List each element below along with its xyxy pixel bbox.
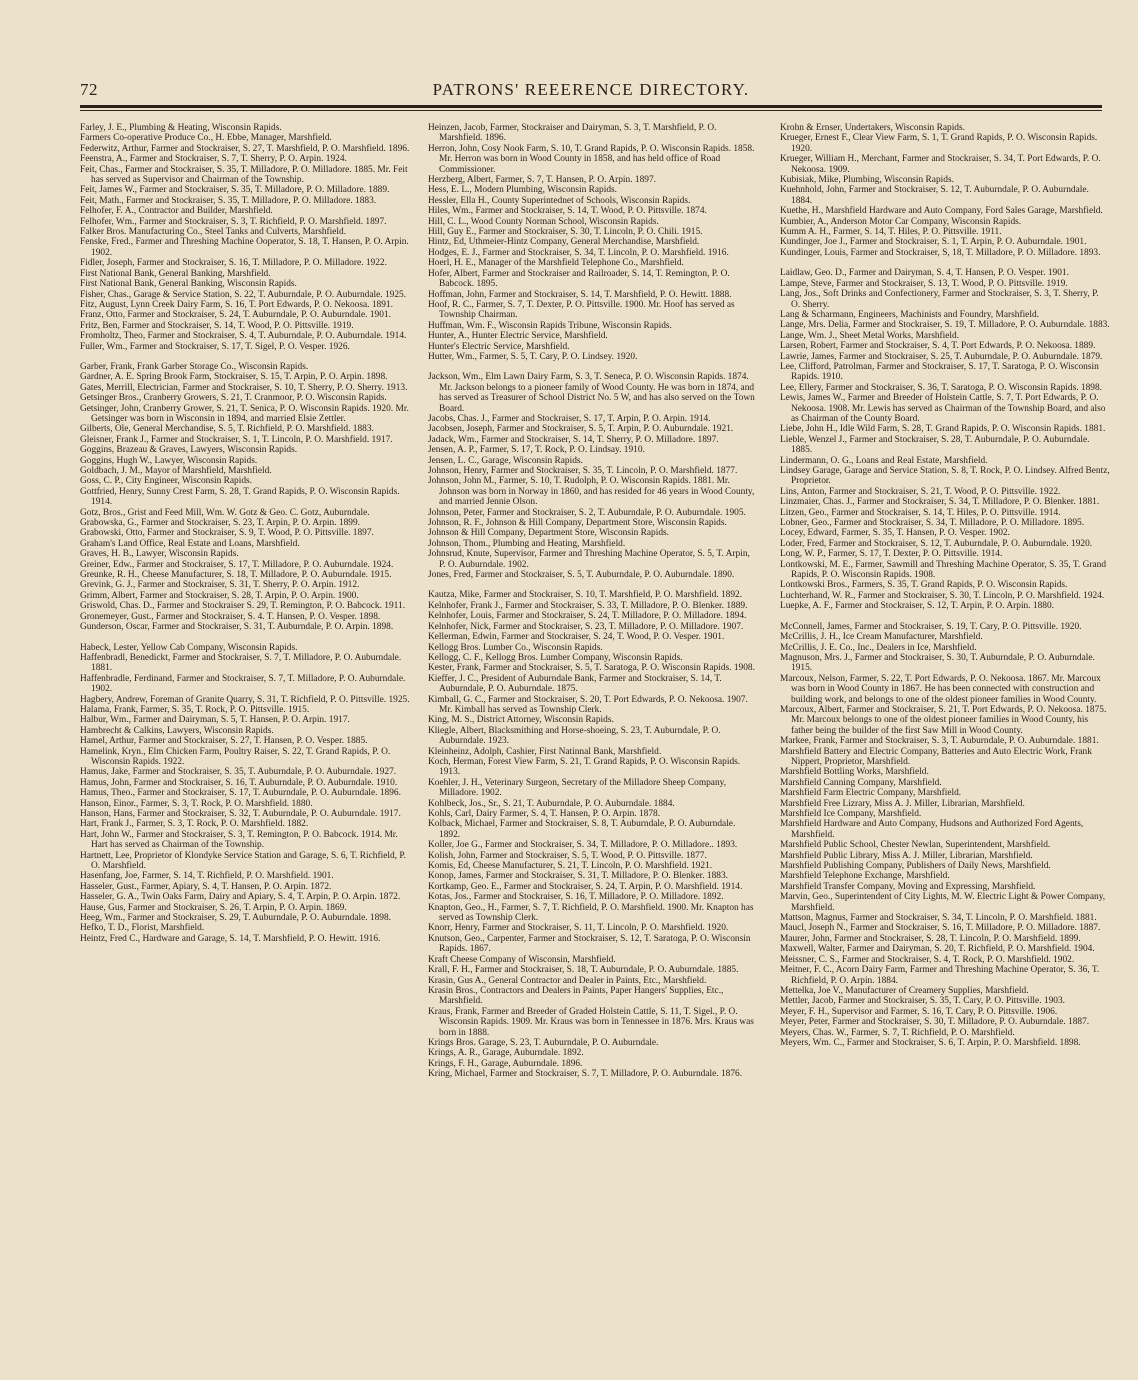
directory-entry: Marshfield Canning Company, Marshfield. xyxy=(780,777,942,788)
directory-entry: Hess, E. L., Modern Plumbing, Wisconsin Rapids. xyxy=(428,185,618,196)
directory-entry: Luepke, A. F., Farmer and Stockraiser, S. 12, T. Arpin, P. O. Arpin. 1880. xyxy=(780,601,1055,612)
directory-entry: Garber, Frank, Frank Garber Storage Co., Wisconsin Rapids. xyxy=(80,361,309,372)
directory-entry: Krings, A. R., Garage, Auburndale. 1892. xyxy=(428,1048,584,1059)
directory-entry: Lontkowski, M. E., Farmer, Sawmill and Threshing Machine Operator, S. 35, T. Grand Rapids, P. O. Wisconsin Rapids. 1908. xyxy=(780,559,1107,581)
directory-entry: Meissner, C. S., Farmer and Stockraiser, S. 4, T. Rock, P. O. Marshfield. 1902. xyxy=(780,954,1075,965)
directory-entry: Kohlbeck, Jos., Sr., S. 21, T. Auburndale, P. O. Auburndale. 1884. xyxy=(428,798,675,809)
directory-entry: Hanson, Hans, Farmer and Stockraiser, S. 32, T. Auburndale, P. O. Auburndale. 1917. xyxy=(80,809,401,819)
directory-entry: Hunter's Electric Service, Marshfield. xyxy=(428,341,570,352)
directory-entry: Marshfield Publishing Company, Publishers of Daily News, Marshfield. xyxy=(780,861,1051,872)
directory-entry: Feenstra, A., Farmer and Stockraiser, S. 7, T. Sherry, P. O. Arpin. 1924. xyxy=(80,154,347,165)
directory-entry: Liebe, John H., Idle Wild Farm, S. 28, T. Grand Rapids, P. O. Wisconsin Rapids. 1881. xyxy=(780,424,1106,435)
directory-entry: Hartnett, Lee, Proprietor of Klondyke Service Station and Garage, S. 6, T. Richfield, P. O. Marshfield. xyxy=(80,850,406,872)
directory-entry: Kellogg, C. F., Kellogg Bros. Lumber Company, Wisconsin Rapids. xyxy=(428,652,683,663)
directory-entry: Krings, F. H., Garage, Auburndale. 1896. xyxy=(428,1058,583,1069)
directory-entry: Griswold, Chas. D., Farmer and Stockraiser S. 29, T. Remington, P. O. Babcock. 1911. xyxy=(80,601,406,612)
directory-entry: Kumm A. H., Farmer, S. 14, T. Hiles, P. O. Pittsville. 1911. xyxy=(780,227,1002,238)
directory-entry: Jadack, Wm., Farmer and Stockraiser, S. 14, T. Sherry, P. O. Milladore. 1897. xyxy=(428,434,719,445)
directory-entry: Hanson, Einor., Farmer, S. 3, T. Rock, P. O. Marshfield. 1880. xyxy=(80,798,313,809)
directory-entry: Jacobsen, Joseph, Farmer and Stockraiser, S. 5, T. Arpin, P. O. Auburndale. 1921. xyxy=(428,424,734,435)
directory-entry: Mattson, Magnus, Farmer and Stockraiser, S. 34, T. Lincoln, P. O. Marshfield. 1881. xyxy=(780,913,1097,924)
directory-entry: Hasenfang, Joe, Farmer, S. 14, T. Richfield, P. O. Marshfield. 1901. xyxy=(80,871,334,882)
directory-entry: Greiner, Edw., Farmer and Stockraiser, S. 17, T. Milladore, P. O. Auburndale. 1924. xyxy=(80,559,394,570)
directory-entry: Konop, James, Farmer and Stockraiser, S. 31, T. Milladore, P. O. Blenker. 1883. xyxy=(428,871,729,882)
directory-entry: Lee, Ellery, Farmer and Stockraiser, S. 36, T. Saratoga, P. O. Wisconsin Rapids. 1898. xyxy=(780,382,1103,393)
section-gap xyxy=(780,612,1110,622)
directory-entry: Fitz, August, Lynn Creek Dairy Farm, S. 16, T. Port Edwards, P. O. Nekoosa. 1891. xyxy=(80,299,393,310)
directory-entry: Hambrecht & Calkins, Lawyers, Wisconsin Rapids. xyxy=(80,725,274,736)
directory-entry: Johnson, Peter, Farmer and Stockraiser, S. 2, T. Auburndale, P. O. Auburndale. 1905. xyxy=(428,507,746,518)
page-header xyxy=(80,80,1102,102)
directory-entry: Kelnhofer, Louis, Farmer and Stockraiser, S. 24, T. Milladore, P. O. Milladore. 1894. xyxy=(428,611,747,622)
directory-entry: Federwitz, Arthur, Farmer and Stockraiser, S. 27, T. Marshfield, P. O. Marshfield. 1896. xyxy=(80,143,410,154)
directory-entry: Locey, Edward, Farmer, S. 35, T. Hansen, P. O. Vesper. 1902. xyxy=(780,528,1010,539)
directory-entry: Gilberts, Ole, General Merchandise, S. 5, T. Richfield, P. O. Marshfield. 1883. xyxy=(80,424,374,435)
directory-entry: Kubisiak, Mike, Plumbing, Wisconsin Rapids. xyxy=(780,175,954,186)
directory-entry: Hamel, Arthur, Farmer and Stockraiser, S. 27, T. Hansen, P. O. Vesper. 1885. xyxy=(80,736,368,747)
directory-entry: Koehler, J. H., Veterinary Surgeon, Secretary of the Milladore Sheep Company, Milladore. 1902. xyxy=(428,777,727,799)
directory-column-3 xyxy=(780,123,1110,1363)
directory-entry: Kundinger, Louis, Farmer and Stockraiser, S, 18, T. Milladore, P. O. Milladore. 1893. xyxy=(780,247,1101,258)
directory-entry: Hamus, John, Farmer and Stockraiser, S. 16, T. Auburndale, P. O. Auburndale. 1910. xyxy=(80,777,398,788)
directory-entry: Grevink, G. J., Farmer and Stockraiser, S. 31, T. Sherry, P. O. Arpin. 1912. xyxy=(80,580,360,591)
directory-entry: Markee, Frank, Farmer and Stockraiser, S. 3, T. Auburndale, P. O. Auburndale. 1881. xyxy=(780,736,1099,747)
directory-entry: Maucl, Joseph N., Farmer and Stockraiser, S. 16, T. Milladore, P. O. Milladore. 1887. xyxy=(780,923,1101,934)
directory-entry: Halbur, Wm., Farmer and Dairyman, S. 5, T. Hansen, P. O. Arpin. 1917. xyxy=(80,715,350,726)
directory-entry: Grabowska, G., Farmer and Stockraiser, S. 23, T. Arpin, P. O. Arpin. 1899. xyxy=(80,518,360,529)
directory-entry: Kimball, G. C., Farmer and Stockraiser, S. 20, T. Port Edwards, P. O. Nekoosa. 1907. Mr. Kimball has served as Township Clerk. xyxy=(428,694,748,715)
directory-entry: Marshfield Battery and Electric Company, Batteries and Auto Electric Work, Frank Nippert, Proprietor, Marshfield. xyxy=(780,746,1092,767)
directory-entry: Marshfield Hardware and Auto Company, Hudsons and Authorized Ford Agents, Marshfield. xyxy=(780,819,1084,840)
page-title: PATRONS' REEERENCE DIRECTORY. xyxy=(432,80,750,99)
directory-entry: Lee, Clifford, Patrolman, Farmer and Stockraiser, S. 17, T. Saratoga, P. O. Wisconsin Rapids. 1910. xyxy=(780,361,1099,383)
directory-entry: McConnell, James, Farmer and Stockraiser, S. 19, T. Cary, P. O. Pittsville. 1920. xyxy=(780,621,1082,632)
directory-entry: Lins, Anton, Farmer and Stockraiser, S. 21, T. Wood, P. O. Pittsville. 1922. xyxy=(780,486,1061,497)
directory-entry: Hart, Frank J., Farmer, S. 3, T. Rock, P. O. Marshfield. 1882. xyxy=(80,819,309,830)
directory-entry: Hessler, Ella H., County Superintednet of Schools, Wisconsin Rapids. xyxy=(428,195,691,206)
directory-entry: Gronemeyer, Gust., Farmer and Stockraiser, S. 4. T. Hansen, P. O. Vesper. 1898. xyxy=(80,611,381,622)
directory-entry: Kellerman, Edwin, Farmer and Stockraiser, S. 24, T. Wood, P. O. Vesper. 1901. xyxy=(428,632,725,643)
directory-entry: Goldbach, J. M., Mayor of Marshfield, Marshfield. xyxy=(80,466,272,476)
section-gap xyxy=(780,258,1110,268)
directory-entry: Kotas, Jos., Farmer and Stockraiser, S. 16, T. Milladore, P. O. Milladore. 1892. xyxy=(428,892,724,903)
directory-entry: Hamus, Theo., Farmer and Stockraiser, S. 17, T. Auburndale, P. O. Auburndale. 1896. xyxy=(80,788,401,799)
directory-entry: Kraft Cheese Company of Wisconsin, Marshfield. xyxy=(428,954,616,965)
directory-entry: Marshfield Public Library, Miss A. J. Miller, Librarian, Marshfield. xyxy=(780,850,1033,861)
directory-entry: Larsen, Robert, Farmer and Stockraiser, S. 4, T. Port Edwards, P. O. Nekoosa. 1889. xyxy=(780,341,1096,352)
directory-entry: Kring, Michael, Farmer and Stockraiser, S. 7, T. Milladore, P. O. Auburndale. 1876. xyxy=(428,1069,743,1080)
section-gap xyxy=(428,362,758,372)
directory-entry: Goggins, Brazeau & Graves, Lawyers, Wisconsin Rapids. xyxy=(80,445,298,456)
directory-entry: Kolback, Michael, Farmer and Stockraiser, S. 8, T. Auburndale, P. O. Auburndale. 1892. xyxy=(428,819,736,840)
directory-entry: Franz, Otto, Farmer and Stockraiser, S. 24, T. Auburndale, P. O. Auburndale. 1901. xyxy=(80,310,391,321)
directory-entry: Long, W. P., Farmer, S. 17, T. Dexter, P. O. Pittsville. 1914. xyxy=(780,549,1003,560)
directory-entry: Kolish, John, Farmer and Stockraiser, S. 5, T. Wood, P. O. Pittsville. 1877. xyxy=(428,850,707,861)
directory-entry: Knapton, Geo., H., Farmer, S. 7, T. Richfield, P. O. Marshfield. 1900. Mr. Knapton has served as Township Clerk. xyxy=(428,902,754,924)
directory-entry: Lindsey Garage, Garage and Service Station, S. 8, T. Rock, P. O. Lindsey. Alfred Bentz, Proprietor. xyxy=(780,466,1110,487)
directory-entry: Johnson & Hill Company, Department Store, Wisconsin Rapids. xyxy=(428,528,670,539)
directory-entry: Fuller, Wm., Farmer and Stockraiser, S. 17, T. Sigel, P. O. Vesper. 1926. xyxy=(80,341,350,352)
directory-entry: Gotz, Bros., Grist and Feed Mill, Wm. W. Gotz & Geo. C. Gotz, Auburndale. xyxy=(80,507,370,518)
directory-entry: Krasin, Gus A., General Contractor and Dealer in Paints, Etc., Marshfield. xyxy=(428,975,707,986)
directory-entry: Halama, Frank, Farmer, S. 35, T. Rock, P. O. Pittsville. 1915. xyxy=(80,704,310,715)
directory-entry: Fenske, Fred., Farmer and Threshing Machine Ooperator, S. 18, T. Hansen, P. O. Arpin. 1902. xyxy=(80,237,409,258)
directory-entry: Lange, Wm. J., Sheet Metal Works, Marshfield. xyxy=(780,330,960,341)
directory-entry: Marshfield Transfer Company, Moving and Expressing, Marshfield. xyxy=(780,881,1036,892)
directory-entry: Lewis, James W., Farmer and Breeder of Holstein Cattle, S. 7, T. Port Edwards, P. O. Nekoosa. 1908. Mr. Lewis has served as Chairman of the Township Board, and also as Chairman of the County Board. xyxy=(780,393,1106,424)
directory-entry: Hamelink, Kryn., Elm Chicken Farm, Poultry Raiser, S. 22, T. Grand Rapids, P. O. Wisconsin Rapids. 1922. xyxy=(80,746,391,767)
directory-entry: Luchterhand, W. R., Farmer and Stockraiser, S. 30, T. Lincoln, P. O. Marshfield. 1924. xyxy=(780,590,1105,601)
directory-entry: McCrillis, J. E. Co., Inc., Dealers in Ice, Marshfield. xyxy=(780,642,977,653)
directory-entry: Maurer, John, Farmer and Stockraiser, S. 28, T. Lincoln, P. O. Marshfield. 1899. xyxy=(780,933,1081,944)
directory-entry: Feit, James W., Farmer and Stockraiser, S. 35, T. Milladore, P. O. Milladore. 1889. xyxy=(80,185,390,196)
directory-entry: Jensen, L. C., Garage, Wisconsin Rapids. xyxy=(428,455,583,466)
directory-entry: Mettelka, Joe V., Manufacturer of Creamery Supplies, Marshfield. xyxy=(780,985,1029,996)
directory-entry: Lindermann, O. G., Loans and Real Estate, Marshfield. xyxy=(780,455,988,466)
directory-entry: Kellogg Bros. Lumber Co., Wisconsin Rapids. xyxy=(428,642,603,653)
directory-entry: Hefko, T. D., Florist, Marshfield. xyxy=(80,923,205,934)
section-gap xyxy=(80,352,410,362)
directory-entry: Lobner, Geo., Farmer and Stockraiser, S. 34, T. Milladore, P. O. Milladore. 1895. xyxy=(780,518,1085,529)
directory-entry: Kundinger, Joe J., Farmer and Stockraiser, S. 1, T. Arpin, P. O. Auburndale. 1901. xyxy=(780,237,1087,248)
directory-entry: Kelnhofer, Frank J., Farmer and Stockraiser, S. 33, T. Milladore, P. O. Blenker. 1889. xyxy=(428,600,748,611)
directory-entry: Kester, Frank, Farmer and Stockraiser, S. 5, T. Saratoga, P. O. Wisconsin Rapids. 1908. xyxy=(428,663,755,674)
directory-entry: Hutter, Wm., Farmer, S. 5, T. Cary, P. O. Lindsey. 1920. xyxy=(428,351,638,362)
directory-entry: Meyer, F. H., Supervisor and Farmer, S. 16, T. Cary, P. O. Pittsville. 1906. xyxy=(780,1006,1058,1017)
directory-entry: Herron, John, Cosy Nook Farm, S. 10, T. Grand Rapids, P. O. Wisconsin Rapids. 1858. Mr. Herron was born in Wood County in 1858, and has held office of Road Commissioner. xyxy=(428,143,755,175)
directory-entry: Marshfield Farm Electric Company, Marshfield. xyxy=(780,788,962,799)
directory-entry: Meitner, F. C., Acorn Dairy Farm, Farmer and Threshing Machine Operator, S. 36, T. Richfield, P. O. Arpin. 1884. xyxy=(780,965,1100,986)
directory-entry: Mettler, Jacob, Farmer and Stockraiser, S. 35, T. Cary, P. O. Pittsville. 1903. xyxy=(780,996,1065,1007)
page-number: 72 xyxy=(80,80,98,99)
directory-entry: Felhofer, F. A., Contractor and Builder, Marshfield. xyxy=(80,206,273,217)
directory-entry: King, M. S., District Attorney, Wisconsin Rapids. xyxy=(428,715,614,726)
directory-entry: Magnuson, Mrs. J., Farmer and Stockraiser, S. 30, T. Auburndale, P. O. Auburndale. 1915. xyxy=(780,652,1095,674)
directory-entry: Herzberg, Albert, Farmer, S. 7, T. Hansen, P. O. Arpin. 1897. xyxy=(428,175,656,186)
header-rule-thick xyxy=(80,105,1102,108)
directory-entry: Meyers, Chas. W., Farmer, S. 7, T. Richfield, P. O. Marshfield. xyxy=(780,1027,1015,1038)
directory-entry: Laidlaw, Geo. D., Farmer and Dairyman, S. 4, T. Hansen, P. O. Vesper. 1901. xyxy=(780,268,1069,279)
directory-entry: Knutson, Geo., Carpenter, Farmer and Stockraiser, S. 12, T. Saratoga, P. O. Wisconsin Rapids. 1867. xyxy=(428,933,751,955)
directory-entry: Habeck, Lester, Yellow Cab Company, Wisconsin Rapids. xyxy=(80,642,298,653)
directory-entry: Krings Bros. Garage, S. 23, T. Auburndale, P. O. Auburndale. xyxy=(428,1037,659,1048)
directory-entry: Johnson, Thom., Plumbing and Heating, Marshfield. xyxy=(428,538,626,549)
directory-entry: Lange, Mrs. Delia, Farmer and Stockraiser, S. 19, T. Milladore, P. O. Auburndale. 1883. xyxy=(780,320,1110,331)
directory-entry: Gates, Merrill, Electrician, Farmer and Stockraiser, S. 10, T. Sherry, P. O. Sherry. 1913. xyxy=(80,382,408,393)
directory-entry: Feit, Chas., Farmer and Stockraiser, S. 35, T. Milladore, P. O. Milladore. 1885. Mr. Feit has served as Supervisor and Chairman of the Township. xyxy=(80,164,408,186)
directory-entry: Hoffman, John, Farmer and Stockraiser, S. 14, T. Marshfield, P. O. Hewitt. 1888. xyxy=(428,289,732,300)
directory-entry: Hasseler, Gust., Farmer, Apiary, S. 4, T. Hansen, P. O. Arpin. 1872. xyxy=(80,881,332,892)
directory-entry: Marshfield Bottling Works, Marshfield. xyxy=(780,767,929,778)
directory-entry: Marshfield Free Lizrary, Miss A. J. Miller, Librarian, Marshfield. xyxy=(780,798,1025,809)
directory-entry: Gunderson, Oscar, Farmer and Stockraiser, S. 31, T. Auburndale, P. O. Arpin. 1898. xyxy=(80,622,394,633)
directory-entry: Farmers Co-operative Produce Co., H. Ebbe, Manager, Marshfield. xyxy=(80,133,332,144)
directory-entry: Hiles, Wm., Farmer and Stockraiser, S. 14, T. Wood, P. O. Pittsville. 1874. xyxy=(428,206,707,217)
directory-entry: Graham's Land Office, Real Estate and Loans, Marshfield. xyxy=(80,538,300,549)
directory-entry: Heintz, Fred C., Hardware and Garage, S. 14, T. Marshfield, P. O. Hewitt. 1916. xyxy=(80,933,381,944)
directory-entry: Johnson, Henry, Farmer and Stockraiser, S. 35, T. Lincoln, P. O. Marshfield. 1877. xyxy=(428,466,738,476)
directory-entry: First National Bank, General Banking, Wisconsin Rapids. xyxy=(80,279,297,290)
directory-entry: Kohls, Carl, Dairy Farmer, S. 4, T. Hansen, P. O. Arpin. 1878. xyxy=(428,809,661,819)
directory-entry: Johnson, John M., Farmer, S. 10, T. Rudolph, P. O. Wisconsin Rapids. 1881. Mr. Johnson was born in Norway in 1860, and has resided for 46 years in Wood County, and married Jennie Olson. xyxy=(428,476,755,508)
directory-entry: Kelnhofer, Nick, Farmer and Stockraiser, S. 23, T. Milladore, P. O. Milladore. 1907. xyxy=(428,621,744,632)
directory-entry: Gardner, A. E. Spring Brook Farm, Stockraiser, S. 15, T. Arpin, P. O. Arpin. 1898. xyxy=(80,372,388,383)
directory-entry: Fisher, Chas., Garage & Service Station, S. 22, T. Auburndale, P. O. Auburndale. 1925. xyxy=(80,289,407,300)
directory-entry: Hill, Guy E., Farmer and Stockraiser, S. 30, T. Lincoln, P. O. Chili. 1915. xyxy=(428,227,703,238)
directory-entry: Lang & Scharmann, Engineers, Machinists and Foundry, Marshfield. xyxy=(780,309,1039,320)
directory-entry: Hofer, Albert, Farmer and Stockraiser and Railroader, S. 14, T. Remington, P. O. Babcock. 1895. xyxy=(428,268,730,290)
directory-entry: Greunke, R. H., Cheese Manufacturer, S. 18, T. Milladore, P. O. Auburndale. 1915. xyxy=(80,570,392,581)
directory-entry: Hoof, R. C., Farmer, S. 7, T. Dexter, P. O. Pittsville. 1900. Mr. Hoof has served as Township Chairman. xyxy=(428,299,735,321)
section-gap xyxy=(428,580,758,590)
directory-entry: Lampe, Steve, Farmer and Stockraiser, S. 13, T. Wood, P. O. Pittsville. 1919. xyxy=(780,278,1068,289)
directory-entry: Koch, Herman, Forest View Farm, S. 21, T. Grand Rapids, P. O. Wisconsin Rapids. 1913. xyxy=(428,756,741,778)
directory-entry: Lawrie, James, Farmer and Stockraiser, S. 25, T. Auburndale, P. O. Auburndale. 1879. xyxy=(780,351,1103,362)
directory-entry: Falker Bros. Manufacturing Co., Steel Tanks and Culverts, Marshfield. xyxy=(80,227,347,238)
directory-entry: Gleisner, Frank J., Farmer and Stockraiser, S. 1, T. Lincoln, P. O. Marshfield. 1917. xyxy=(80,434,393,445)
directory-entry: Krasin Bros., Contractors and Dealers in Paints, Paper Hangers' Supplies, Etc., Marshfield. xyxy=(428,985,724,1007)
directory-entry: Goss, C. P., City Engineer, Wisconsin Rapids. xyxy=(80,476,252,487)
directory-entry: Jackson, Wm., Elm Lawn Dairy Farm, S. 3, T. Seneca, P. O. Wisconsin Rapids. 1874. Mr. Jackson belongs to a pioneer family of Wood County. He was born in 1874, and has served as Treasurer of School District No. 5 W, and has also served on the Town Board. xyxy=(428,372,755,414)
directory-entry: Kuethe, H., Marshfield Hardware and Auto Company, Ford Sales Garage, Marshfield. xyxy=(780,206,1103,217)
directory-entry: Litzen, Geo., Farmer and Stockraiser, S. 14, T. Hiles, P. O. Pittsville. 1914. xyxy=(780,507,1061,518)
directory-entry: Hart, John W., Farmer and Stockraiser, S. 3, T. Remington, P. O. Babcock. 1914. Mr. Hart has served as Chairman of the Township. xyxy=(80,829,398,851)
directory-entry: Hodges, E. J., Farmer and Stockraiser, S. 34, T. Lincoln, P. O. Marshfield. 1916. xyxy=(428,247,729,258)
directory-entry: Johnson, R. F., Johnson & Hill Company, Department Store, Wisconsin Rapids. xyxy=(428,518,727,529)
directory-entry: Lontkowski Bros., Farmers, S. 35, T. Grand Rapids, P. O. Wisconsin Rapids. xyxy=(780,580,1068,591)
directory-entry: Grabowski, Otto, Farmer and Stockraiser, S. 9, T. Wood, P. O. Pittsville. 1897. xyxy=(80,528,374,539)
directory-entry: Felhofer, Wm., Farmer and Stockraiser, S. 3, T. Richfield, P. O. Marshfield. 1897. xyxy=(80,216,387,227)
directory-entry: Marcoux, Albert, Farmer and Stockraiser, S. 21, T. Port Edwards, P. O. Nekoosa. 1875. Mr. Marcoux belongs to one of the oldest pioneer families in Wood County, his father being the builder of the first Saw Mill in Wood County. xyxy=(780,704,1107,736)
directory-entry: Hill, C. L., Wood County Norman School, Wisconsin Rapids. xyxy=(428,216,659,227)
directory-entry: Kortkamp, Geo. E., Farmer and Stockraiser, S. 24, T. Arpin, P. O. Marshfield. 1914. xyxy=(428,881,743,892)
directory-entry: Krall, F. H., Farmer and Stockraiser, S. 18, T. Auburndale, P. O. Auburndale. 1885. xyxy=(428,965,739,976)
directory-entry: Hasseler, G. A., Twin Oaks Farm, Dairy and Apiary, S. 4, T. Arpin, P. O. Arpin. 1872. xyxy=(80,892,401,903)
directory-entry: Haffenbradl, Benedickt, Farmer and Stockraiser, S. 7, T. Milladore, P. O. Auburndale. 1881. xyxy=(80,652,402,674)
directory-entry: Hamus, Jake, Farmer and Stockraiser, S. 35, T. Auburndale, P. O. Auburndale. 1927. xyxy=(80,767,397,778)
directory-entry: Feit, Math., Farmer and Stockraiser, S. 35, T. Milladore, P. O. Milladore. 1883. xyxy=(80,195,377,206)
directory-entry: Krueger, Ernest F., Clear View Farm, S. 1, T. Grand Rapids, P. O. Wisconsin Rapids. 1920. xyxy=(780,133,1098,154)
directory-entry: Meyers, Wm. C., Farmer and Stockraiser, S. 6, T. Arpin, P. O. Marshfield. 1898. xyxy=(780,1037,1081,1048)
directory-entry: Hause, Gus, Farmer and Stockraiser, S. 26, T. Arpin, P. O. Arpin. 1869. xyxy=(80,902,347,913)
directory-entry: Hagbery, Andrew, Foreman of Granite Quarry, S. 31, T. Richfield, P. O. Pittsville. 1925. xyxy=(80,694,410,705)
directory-entry: Heinzen, Jacob, Farmer, Stockraiser and Dairyman, S. 3, T. Marshfield, P. O. Marshfield. 1896. xyxy=(428,123,717,144)
directory-entry: Jensen, A. P., Farmer, S. 17, T. Rock, P. O. Lindsay. 1910. xyxy=(428,445,645,456)
directory-entry: Getsinger, John, Cranberry Grower, S. 21, T. Senica, P. O. Wisconsin Rapids. 1920. Mr. Getsinger was born in Wisconsin in 1894, and married Elsie Zettler. xyxy=(80,403,409,424)
directory-entry: Koller, Joe G., Farmer and Stockraiser, S. 34, T. Milladore, P. O. Milladore.. 1893. xyxy=(428,840,738,851)
directory-entry: Krohn & Ernser, Undertakers, Wisconsin Rapids. xyxy=(780,123,965,133)
directory-entry: Grimm, Albert, Farmer and Stockraiser, S. 28, T. Arpin, P. O. Arpin. 1900. xyxy=(80,590,359,601)
directory-entry: Kieffer, J. C., President of Auburndale Bank, Farmer and Stockraiser, S. 14, T. Auburndale, P. O. Auburndale. 1875. xyxy=(428,673,722,695)
directory-entry: Jacobs, Chas. J., Farmer and Stockraiser, S. 17, T. Arpin, P. O. Arpin. 1914. xyxy=(428,413,711,424)
directory-entry: Hunter, A., Hunter Electric Service, Marshfield. xyxy=(428,331,608,342)
directory-entry: Gottfried, Henry, Sunny Crest Farm, S. 28, T. Grand Rapids, P. O. Wisconsin Rapids. 1914. xyxy=(80,486,400,508)
directory-entry: Marshfield Ice Company, Marshfield. xyxy=(780,809,922,819)
directory-entry: Knorr, Henry, Farmer and Stockraiser, S. 11, T. Lincoln, P. O. Marshfield. 1920. xyxy=(428,923,729,934)
directory-entry: Marshfield Telephone Exchange, Marshfield. xyxy=(780,871,950,882)
directory-entry: Loder, Fred, Farmer and Stockraiser, S. 12, T. Auburndale, P. O. Auburndale. 1920. xyxy=(780,538,1093,549)
section-gap xyxy=(80,633,410,643)
directory-entry: Meyer, Peter, Farmer and Stockraiser, S. 30, T. Milladore, P. O. Auburndale. 1887. xyxy=(780,1017,1090,1028)
directory-entry: Heeg, Wm., Farmer and Stockraiser, S. 29, T. Auburndale, P. O. Auburndale. 1898. xyxy=(80,913,392,924)
directory-entry: Farley, J. E., Plumbing & Heating, Wisconsin Rapids. xyxy=(80,123,282,133)
directory-entry: Hintz, Ed, Uthmeier-Hintz Company, General Merchandise, Marshfield. xyxy=(428,237,700,248)
directory-entry: Marvin, Geo., Superintendent of City Lights, M. W. Electric Light & Power Company, Marshfield. xyxy=(780,892,1106,913)
directory-entry: Maxwell, Walter, Farmer and Dairyman, S. 20, T. Richfield, P. O. Marshfield. 1904. xyxy=(780,944,1095,955)
directory-entry: Huffman, Wm. F., Wisconsin Rapids Tribune, Wisconsin Rapids. xyxy=(428,320,672,331)
directory-column-1 xyxy=(80,123,410,1363)
directory-entry: Haffenbradle, Ferdinand, Farmer and Stockraiser, S. 7, T. Milladore, P. O. Auburndale. 1902. xyxy=(80,673,406,695)
directory-entry: Marshfield Public School, Chester Newlan, Superintendent, Marshfield. xyxy=(780,840,1051,851)
directory-entry: Getsinger Bros., Cranberry Growers, S. 21, T. Cranmoor, P. O. Wisconsin Rapids. xyxy=(80,393,387,404)
directory-entry: Jones, Fred, Farmer and Stockraiser, S. 5, T. Auburndale, P. O. Auburndale. 1890. xyxy=(428,570,735,581)
directory-entry: Kraus, Frank, Farmer and Breeder of Graded Holstein Cattle, S. 11, T. Sigel., P. O. Wisconsin Rapids. 1909. Mr. Kraus was born in Tennessee in 1876. Mrs. Kraus was born in 1888. xyxy=(428,1006,754,1038)
directory-entry: Linzmaier, Chas. J., Farmer and Stockraiser, S. 34, T. Milladore, P. O. Blenker. 1881. xyxy=(780,497,1100,508)
directory-column-2 xyxy=(428,123,758,1363)
directory-entry: Johnsrud, Knute, Supervisor, Farmer and Threshing Machine Operator, S. 5, T. Arpin, P. O. Auburndale. 1902. xyxy=(428,549,750,570)
directory-entry: Graves, H. B., Lawyer, Wisconsin Rapids. xyxy=(80,549,239,560)
directory-entry: Krueger, William H., Merchant, Farmer and Stockraiser, S. 34, T. Port Edwards, P. O. Nekoosa. 1909. xyxy=(780,154,1101,175)
directory-entry: Marcoux, Nelson, Farmer, S. 22, T. Port Edwards, P. O. Nekoosa. 1867. Mr. Marcoux was born in Wood County in 1867. He has been connected with construction and building work, and belongs to one of the oldest pioneer families in Wood County. xyxy=(780,673,1101,705)
directory-entry: Hoerl, H. E., Manager of the Marshfield Telephone Co., Marshfield. xyxy=(428,258,684,269)
directory-entry: Kleinheinz, Adolph, Cashier, First Natinnal Bank, Marshfield. xyxy=(428,746,662,757)
directory-entry: Lieble, Wenzel J., Farmer and Stockraiser, S. 28, T. Auburndale, P. O. Auburndale. 1885. xyxy=(780,434,1090,456)
directory-entry: Kumbier, A., Anderson Motor Car Company, Wisconsin Rapids. xyxy=(780,216,1022,227)
directory-entry: Kautza, Mike, Farmer and Stockraiser, S. 10, T. Marshfield, P. O. Marshfield. 1892. xyxy=(428,590,743,601)
directory-entry: Komis, Ed, Cheese Manufacturer, S. 21, T. Lincoln, P. O. Marshfield. 1921. xyxy=(428,861,713,872)
directory-entry: Fritz, Ben, Farmer and Stockraiser, S. 14, T. Wood, P. O. Pittsville. 1919. xyxy=(80,320,354,331)
directory-entry: Goggins, Hugh W., Lawyer, Wisconsin Rapids. xyxy=(80,455,258,466)
directory-entry: McCrillis, J. H., Ice Cream Manufacturer, Marshfield. xyxy=(780,632,983,643)
directory-entry: Fidler, Joseph, Farmer and Stockraiser, S. 16, T. Milladore, P. O. Milladore. 1922. xyxy=(80,258,387,269)
directory-entry: Kuehnhold, John, Farmer and Stockraiser, S. 12, T. Auburndale, P. O. Auburndale. 1884. xyxy=(780,185,1089,206)
header-rule-thin xyxy=(80,110,1102,111)
directory-entry: Fromholtz, Theo, Farmer and Stockraiser, S. 4, T. Auburndale, P. O. Auburndale. 1914. xyxy=(80,331,407,342)
directory-entry: Lang, Jos., Soft Drinks and Confectionery, Farmer and Stockraiser, S. 3, T. Sherry, P. O. Sherry. xyxy=(780,289,1099,310)
directory-entry: First National Bank, General Banking, Marshfield. xyxy=(80,268,271,279)
directory-entry: Kliegle, Albert, Blacksmithing and Horse-shoeing, S. 23, T. Auburndale, P. O. Auburndale. 1923. xyxy=(428,725,721,747)
